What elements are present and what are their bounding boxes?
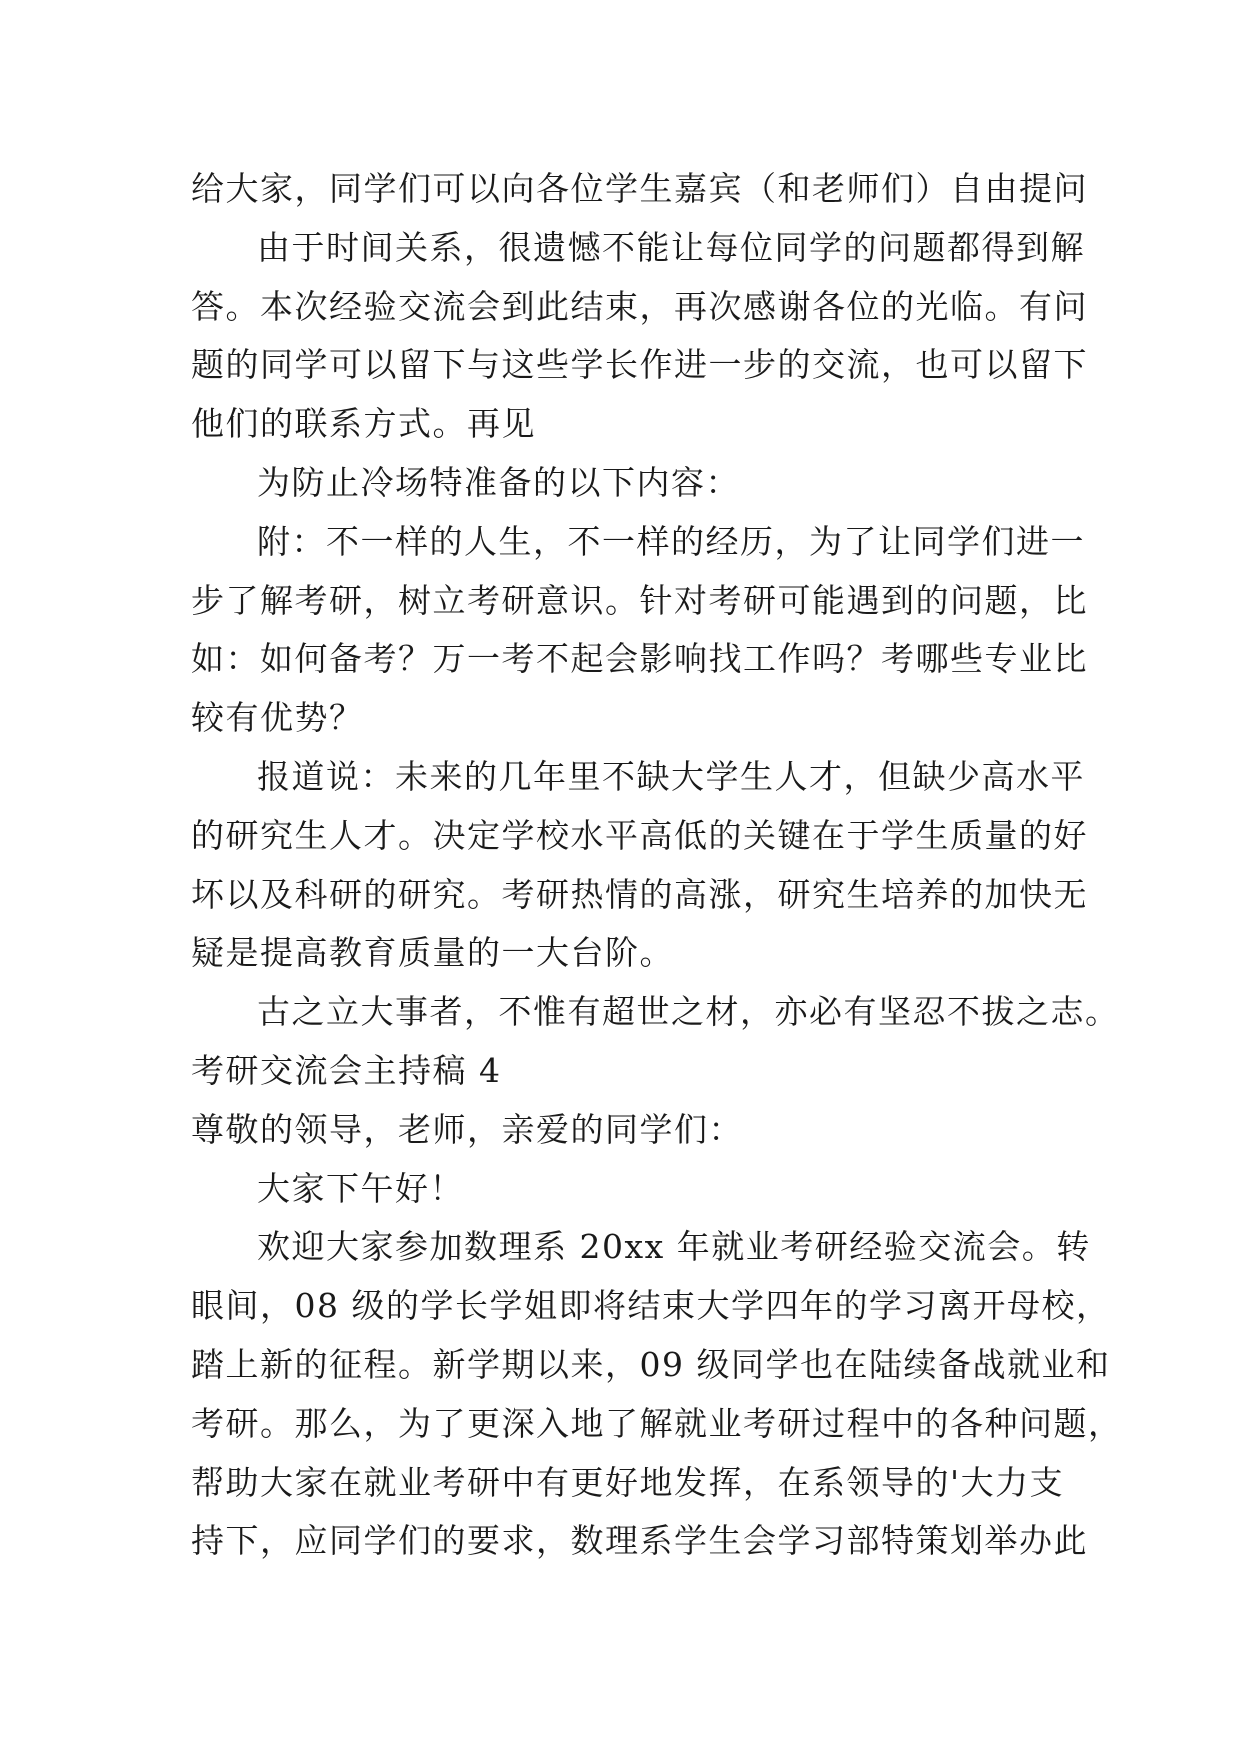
text-line-24: 持下，应同学们的要求，数理系学生会学习部特策划举办此 (191, 1521, 1088, 1561)
text-line-15: 古之立大事者，不惟有超世之材，亦必有坚忍不拔之志。 (257, 992, 1120, 1032)
text-line-20: 眼间，08 级的学长学姐即将结束大学四年的学习离开母校， (191, 1286, 1111, 1326)
text-line-8: 步了解考研，树立考研意识。针对考研可能遇到的问题，比 (191, 580, 1088, 620)
text-line-1: 给大家，同学们可以向各位学生嘉宾（和老师们）自由提问 (191, 169, 1088, 208)
text-line-21: 踏上新的征程。新学期以来，09 级同学也在陆续备战就业和 (191, 1344, 1111, 1384)
text-line-7: 附：不一样的人生，不一样的经历，为了让同学们进一 (257, 521, 1085, 561)
text-line-23: 帮助大家在就业考研中有更好地发挥，在系领导的'大力支 (191, 1462, 1065, 1502)
document-body (191, 160, 1123, 1571)
text-line-14: 疑是提高教育质量的一大台阶。 (191, 933, 674, 973)
text-line-5: 他们的联系方式。再见 (191, 404, 536, 444)
text-line-10: 较有优势？ (191, 698, 364, 738)
greeting: 大家下午好！ (257, 1168, 464, 1208)
salutation: 尊敬的领导，老师，亲爱的同学们： (191, 1109, 743, 1149)
text-line-13: 坏以及科研的研究。考研热情的高涨，研究生培养的加快无 (191, 874, 1088, 914)
text-line-9: 如：如何备考？万一考不起会影响找工作吗？考哪些专业比 (191, 639, 1088, 679)
text-line-3: 答。本次经验交流会到此结束，再次感谢各位的光临。有问 (191, 286, 1088, 326)
section-heading: 考研交流会主持稿 4 (191, 1050, 502, 1090)
text-line-4: 题的同学可以留下与这些学长作进一步的交流，也可以留下 (191, 345, 1088, 385)
text-line-11: 报道说：未来的几年里不缺大学生人才，但缺少高水平 (257, 756, 1085, 796)
text-line-2: 由于时间关系，很遗憾不能让每位同学的问题都得到解 (257, 227, 1085, 267)
text-line-22: 考研。那么，为了更深入地了解就业考研过程中的各种问题， (191, 1403, 1123, 1443)
text-line-12: 的研究生人才。决定学校水平高低的关键在于学生质量的好 (191, 815, 1088, 855)
text-line-19: 欢迎大家参加数理系 20xx 年就业考研经验交流会。转 (257, 1227, 1091, 1267)
text-line-6: 为防止冷场特准备的以下内容： (257, 462, 740, 502)
